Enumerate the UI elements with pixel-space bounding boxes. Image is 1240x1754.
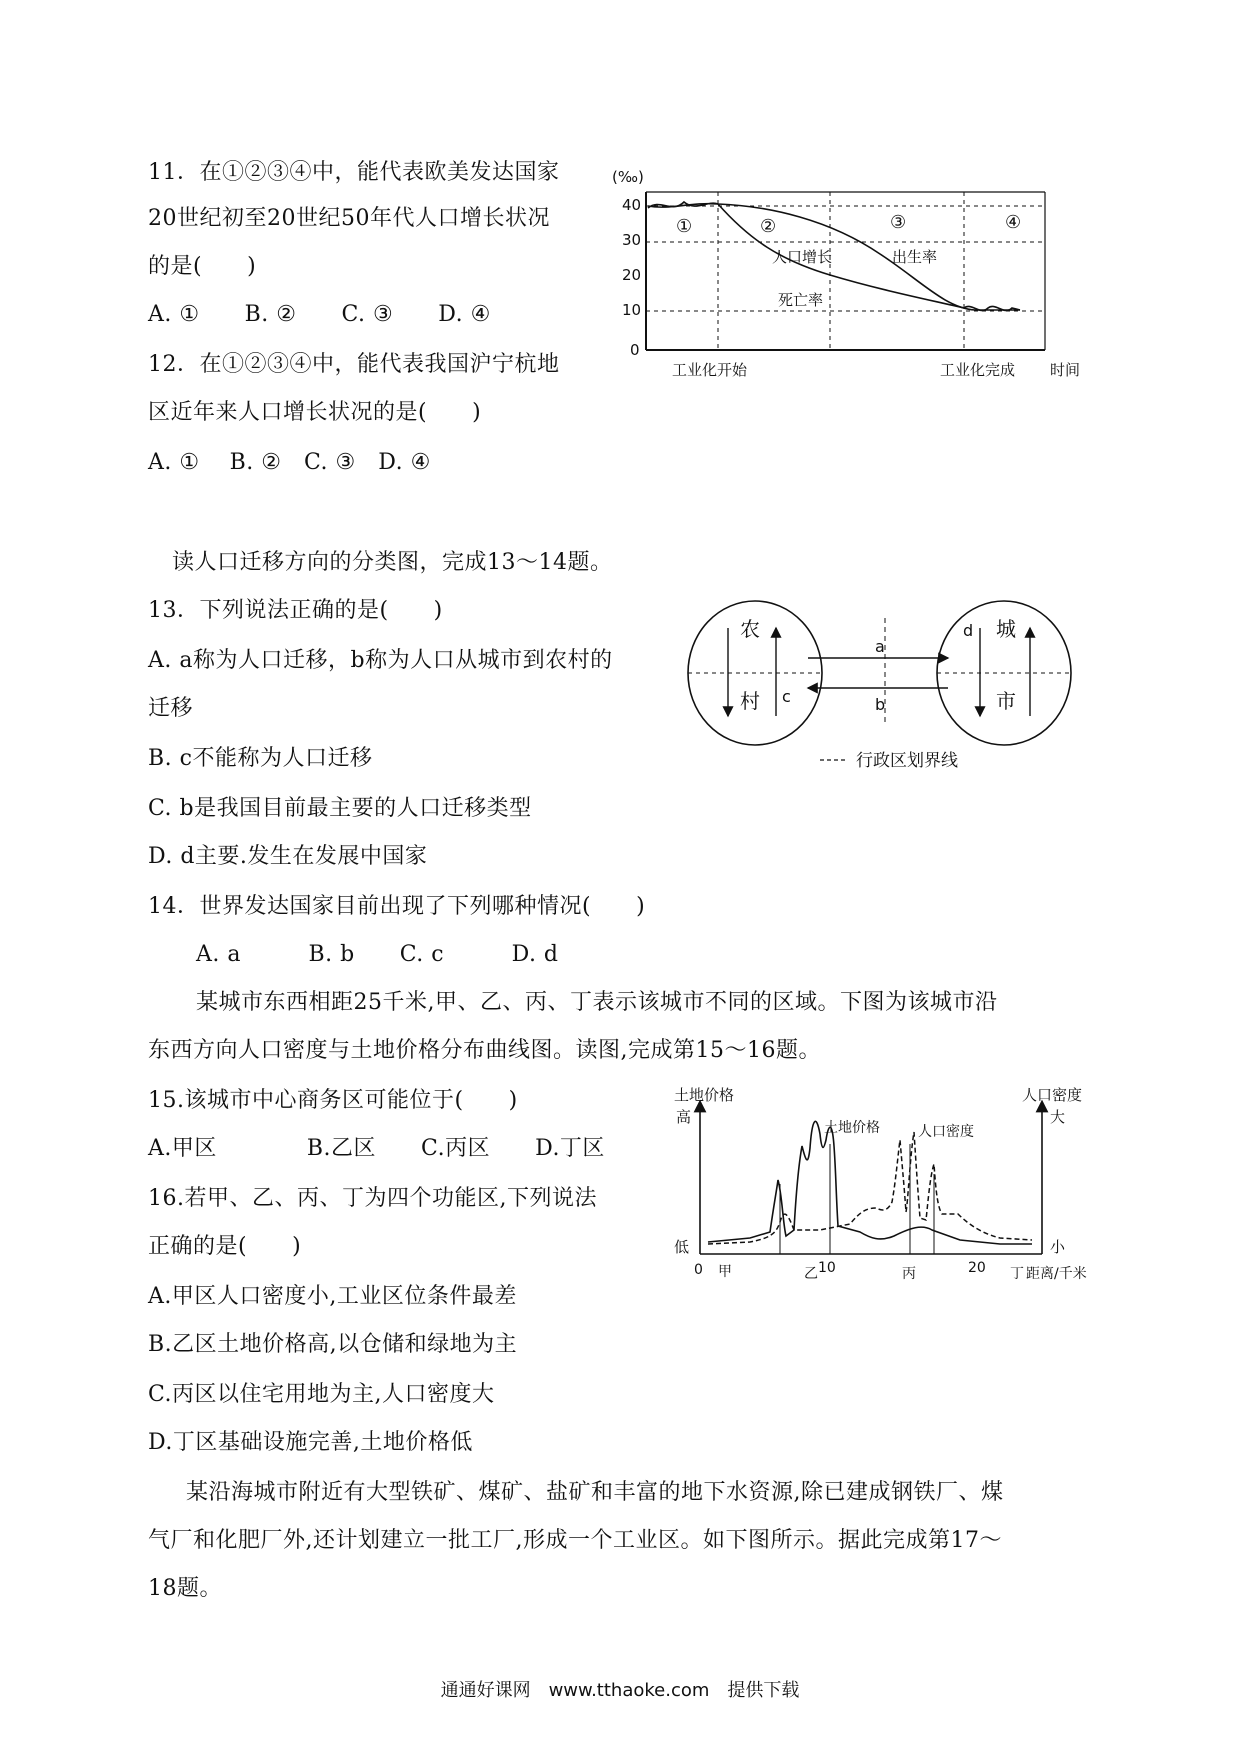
rural-label-1: 农 (740, 617, 760, 641)
q14-stem: 14．世界发达国家目前出现了下列哪种情况( ) (148, 894, 646, 919)
q14-options: A. a B. b C. c D. d (196, 942, 559, 967)
q13-option-d: D. d主要.发生在发展中国家 (148, 844, 428, 869)
fig3-zone-jia: 甲 (718, 1264, 732, 1280)
urban-label-2: 市 (996, 689, 1016, 713)
intro-17-18-line1: 某沿海城市附近有大型铁矿、煤矿、盐矿和丰富的地下水资源,除已建成钢铁厂、煤 (186, 1480, 1004, 1505)
fig1-tick-30: 30 (622, 231, 642, 249)
fig1-tick-20: 20 (622, 266, 642, 284)
label-d: d (963, 621, 974, 640)
q16-option-d: D.丁区基础设施完善,土地价格低 (148, 1430, 473, 1455)
fig3-right-low: 小 (1050, 1238, 1066, 1256)
land-price-density-chart (670, 1084, 1110, 1284)
q16-option-c: C.丙区以住宅用地为主,人口密度大 (148, 1382, 495, 1407)
fig3-left-title: 土地价格 (674, 1086, 735, 1104)
migration-diagram (680, 598, 1080, 778)
fig3-label-land: 土地价格 (824, 1120, 880, 1136)
q11-options: A. ① B. ② C. ③ D. ④ (148, 302, 491, 327)
fig3-population-density-curve (708, 1132, 1032, 1244)
fig1-stage-2: ② (760, 216, 777, 237)
fig1-tick-0: 0 (630, 341, 640, 359)
fig3-x-axis-label: 距离/千米 (1026, 1266, 1087, 1282)
fig3-left-high: 高 (676, 1108, 692, 1126)
fig3-zone-ding: 丁 (1010, 1266, 1024, 1282)
fig1-stage-4: ④ (1005, 212, 1022, 233)
intro-13-14: 读人口迁移方向的分类图，完成13～14题。 (172, 550, 613, 575)
page-footer: 通通好课网 www.tthaoke.com 提供下载 (440, 1680, 800, 1701)
fig1-x-start: 工业化开始 (672, 361, 748, 379)
population-stage-chart (600, 150, 1100, 380)
q12-line2: 区近年来人口增长状况的是( ) (148, 400, 482, 425)
q11-line2: 20世纪初至20世纪50年代人口增长状况 (148, 206, 550, 231)
fig3-right-title: 人口密度 (1022, 1086, 1083, 1104)
intro-17-18-line3: 18题。 (148, 1576, 222, 1601)
fig3-label-pop: 人口密度 (918, 1124, 974, 1140)
q13-option-a-line2: 迁移 (148, 696, 194, 721)
fig1-label-growth: 人口增长 (772, 248, 833, 266)
q15-stem: 15.该城市中心商务区可能位于( ) (148, 1088, 518, 1113)
fig3-right-high: 大 (1050, 1108, 1066, 1126)
q12-options: A. ① B. ② C. ③ D. ④ (148, 450, 431, 475)
q13-stem: 13．下列说法正确的是( ) (148, 598, 443, 623)
q16-stem-line2: 正确的是( ) (148, 1234, 302, 1259)
fig1-stage-1: ① (676, 216, 693, 237)
q12-line1: 12．在①②③④中，能代表我国沪宁杭地 (148, 352, 560, 377)
q13-option-a-line1: A. a称为人口迁移，b称为人口从城市到农村的 (148, 648, 613, 673)
fig1-label-birth: 出生率 (892, 248, 938, 266)
intro-17-18-line2: 气厂和化肥厂外,还计划建立一批工厂,形成一个工业区。如下图所示。据此完成第17～ (148, 1528, 1002, 1553)
urban-label-1: 城 (996, 617, 1016, 641)
label-b: b (875, 695, 886, 714)
q15-options: A.甲区 B.乙区 C.丙区 D.丁区 (148, 1136, 605, 1161)
q13-option-b: B. c不能称为人口迁移 (148, 746, 373, 771)
fig1-x-axis-label: 时间 (1050, 361, 1081, 379)
q13-option-c: C. b是我国目前最主要的人口迁移类型 (148, 796, 532, 821)
legend-label: 行政区划界线 (856, 751, 958, 771)
q16-option-a: A.甲区人口密度小,工业区位条件最差 (148, 1284, 517, 1309)
q11-line3: 的是( ) (148, 254, 257, 279)
label-a: a (875, 637, 885, 656)
label-c: c (782, 687, 791, 706)
q16-option-b: B.乙区土地价格高,以仓储和绿地为主 (148, 1332, 518, 1357)
rural-label-2: 村 (740, 689, 760, 713)
fig3-tick-0: 0 (694, 1262, 703, 1278)
fig3-tick-10: 10 (818, 1260, 836, 1276)
fig1-x-end: 工业化完成 (940, 361, 1016, 379)
fig3-land-price-curve (708, 1121, 1032, 1244)
q11-line1: 11．在①②③④中，能代表欧美发达国家 (148, 160, 560, 185)
fig3-zone-bing: 丙 (902, 1266, 916, 1282)
fig3-left-low: 低 (674, 1238, 690, 1256)
intro-15-16-line1: 某城市东西相距25千米,甲、乙、丙、丁表示该城市不同的区域。下图为该城市沿 (196, 990, 998, 1015)
q16-stem-line1: 16.若甲、乙、丙、丁为四个功能区,下列说法 (148, 1186, 597, 1211)
fig3-tick-20: 20 (968, 1260, 986, 1276)
fig1-label-death: 死亡率 (778, 291, 824, 309)
fig1-tick-40: 40 (622, 196, 642, 214)
intro-15-16-line2: 东西方向人口密度与土地价格分布曲线图。读图,完成第15～16题。 (148, 1038, 821, 1063)
fig3-zone-yi: 乙 (804, 1266, 818, 1282)
fig1-stage-3: ③ (890, 212, 907, 233)
fig1-unit: (‰) (612, 168, 644, 186)
fig1-tick-10: 10 (622, 301, 642, 319)
